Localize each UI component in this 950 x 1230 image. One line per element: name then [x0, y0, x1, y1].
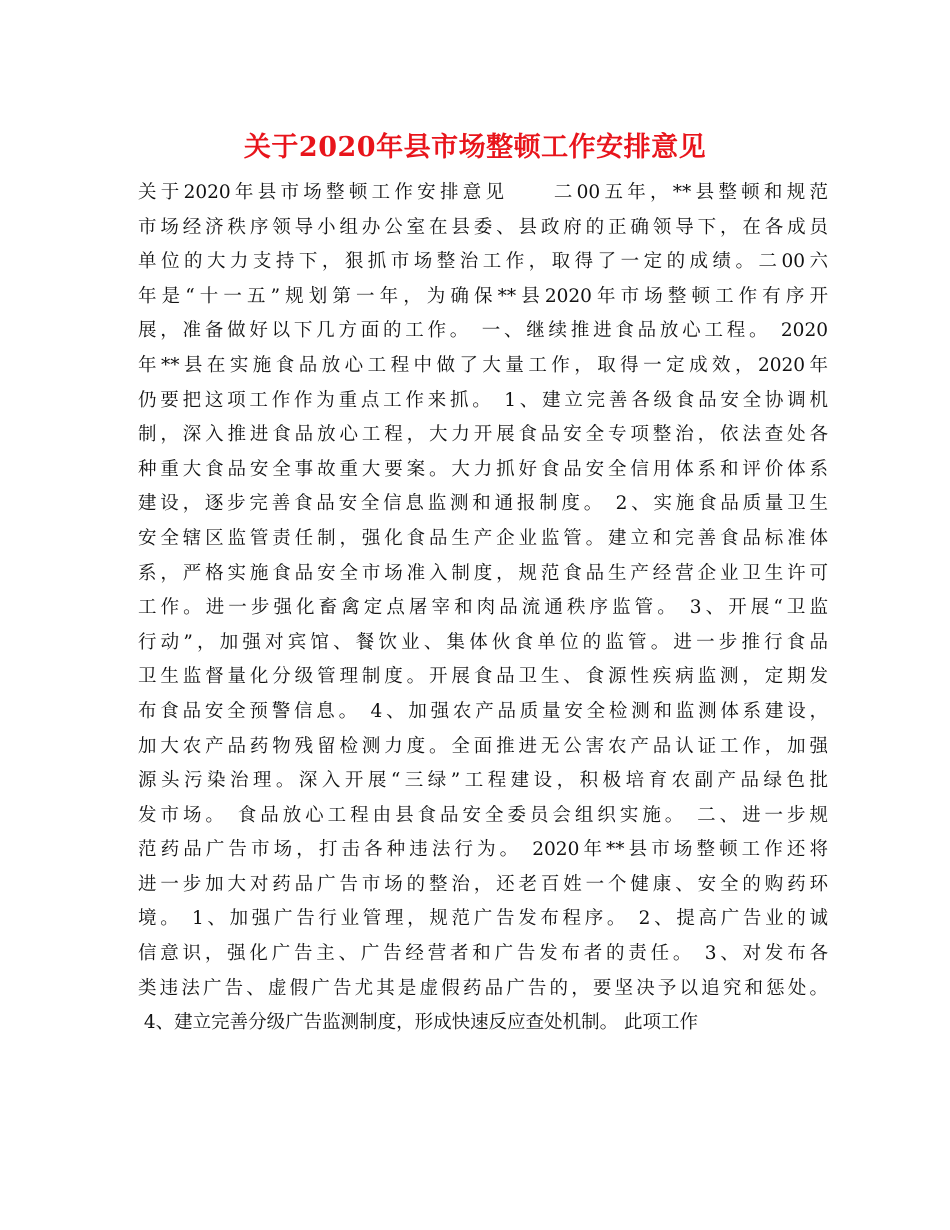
body-line: 类违法广告、虚假广告尤其是虚假药品广告的，要坚决予以追究和惩处。 [138, 977, 828, 999]
body-line: 安全辖区监管责任制，强化食品生产企业监管。建立和完善食品标准体 [138, 527, 828, 549]
body-line: 市场经济秩序领导小组办公室在县委、县政府的正确领导下，在各成员 [138, 216, 828, 238]
body-line: 关于2020年县市场整顿工作安排意见 二00五年，**县整顿和规范 [138, 182, 828, 203]
body-line: 种重大食品安全事故重大要案。大力抓好食品安全信用体系和评价体系 [138, 458, 828, 480]
body-line: 布食品安全预警信息。 4、加强农产品质量安全检测和监测体系建设， [138, 700, 828, 722]
body-line: 发市场。 食品放心工程由县食品安全委员会组织实施。 二、进一步规 [138, 804, 828, 826]
body-line: 单位的大力支持下，狠抓市场整治工作，取得了一定的成绩。二00六 [138, 251, 828, 273]
body-line: 建设，逐步完善食品安全信息监测和通报制度。 2、实施食品质量卫生 [138, 493, 828, 515]
document-title: 关于2020年县市场整顿工作安排意见 [243, 132, 707, 163]
body-line: 制，深入推进食品放心工程，大力开展食品安全专项整治，依法查处各 [138, 424, 828, 446]
body-line: 范药品广告市场，打击各种违法行为。 2020年**县市场整顿工作还将 [138, 839, 828, 861]
body-line: 源头污染治理。深入开展“三绿”工程建设，积极培育农副产品绿色批 [138, 770, 828, 792]
body-line: 工作。进一步强化畜禽定点屠宰和肉品流通秩序监管。 3、开展“卫监 [138, 597, 828, 619]
body-line: 展，准备做好以下几方面的工作。 一、继续推进食品放心工程。 2020 [138, 320, 828, 342]
body-line: 信意识，强化广告主、广告经营者和广告发布者的责任。 3、对发布各 [138, 943, 828, 965]
body-line: 年是“十一五”规划第一年，为确保**县2020年市场整顿工作有序开 [138, 285, 828, 307]
body-line: 4、建立完善分级广告监测制度，形成快速反应查处机制。 此项工作 [138, 1012, 699, 1034]
body-line: 行动”，加强对宾馆、餐饮业、集体伙食单位的监管。进一步推行食品 [138, 631, 828, 653]
body-line: 境。 1、加强广告行业管理，规范广告发布程序。 2、提高广告业的诚 [138, 908, 828, 930]
document-body [138, 176, 828, 1041]
body-line: 加大农产品药物残留检测力度。全面推进无公害农产品认证工作，加强 [138, 735, 828, 757]
body-line: 系，严格实施食品安全市场准入制度，规范食品生产经营企业卫生许可 [138, 562, 828, 584]
body-line: 进一步加大对药品广告市场的整治，还老百姓一个健康、安全的购药环 [138, 873, 828, 895]
body-line: 仍要把这项工作作为重点工作来抓。 1、建立完善各级食品安全协调机 [138, 389, 828, 411]
body-line: 卫生监督量化分级管理制度。开展食品卫生、食源性疾病监测，定期发 [138, 666, 828, 688]
body-line: 年**县在实施食品放心工程中做了大量工作，取得一定成效，2020年 [138, 354, 828, 376]
